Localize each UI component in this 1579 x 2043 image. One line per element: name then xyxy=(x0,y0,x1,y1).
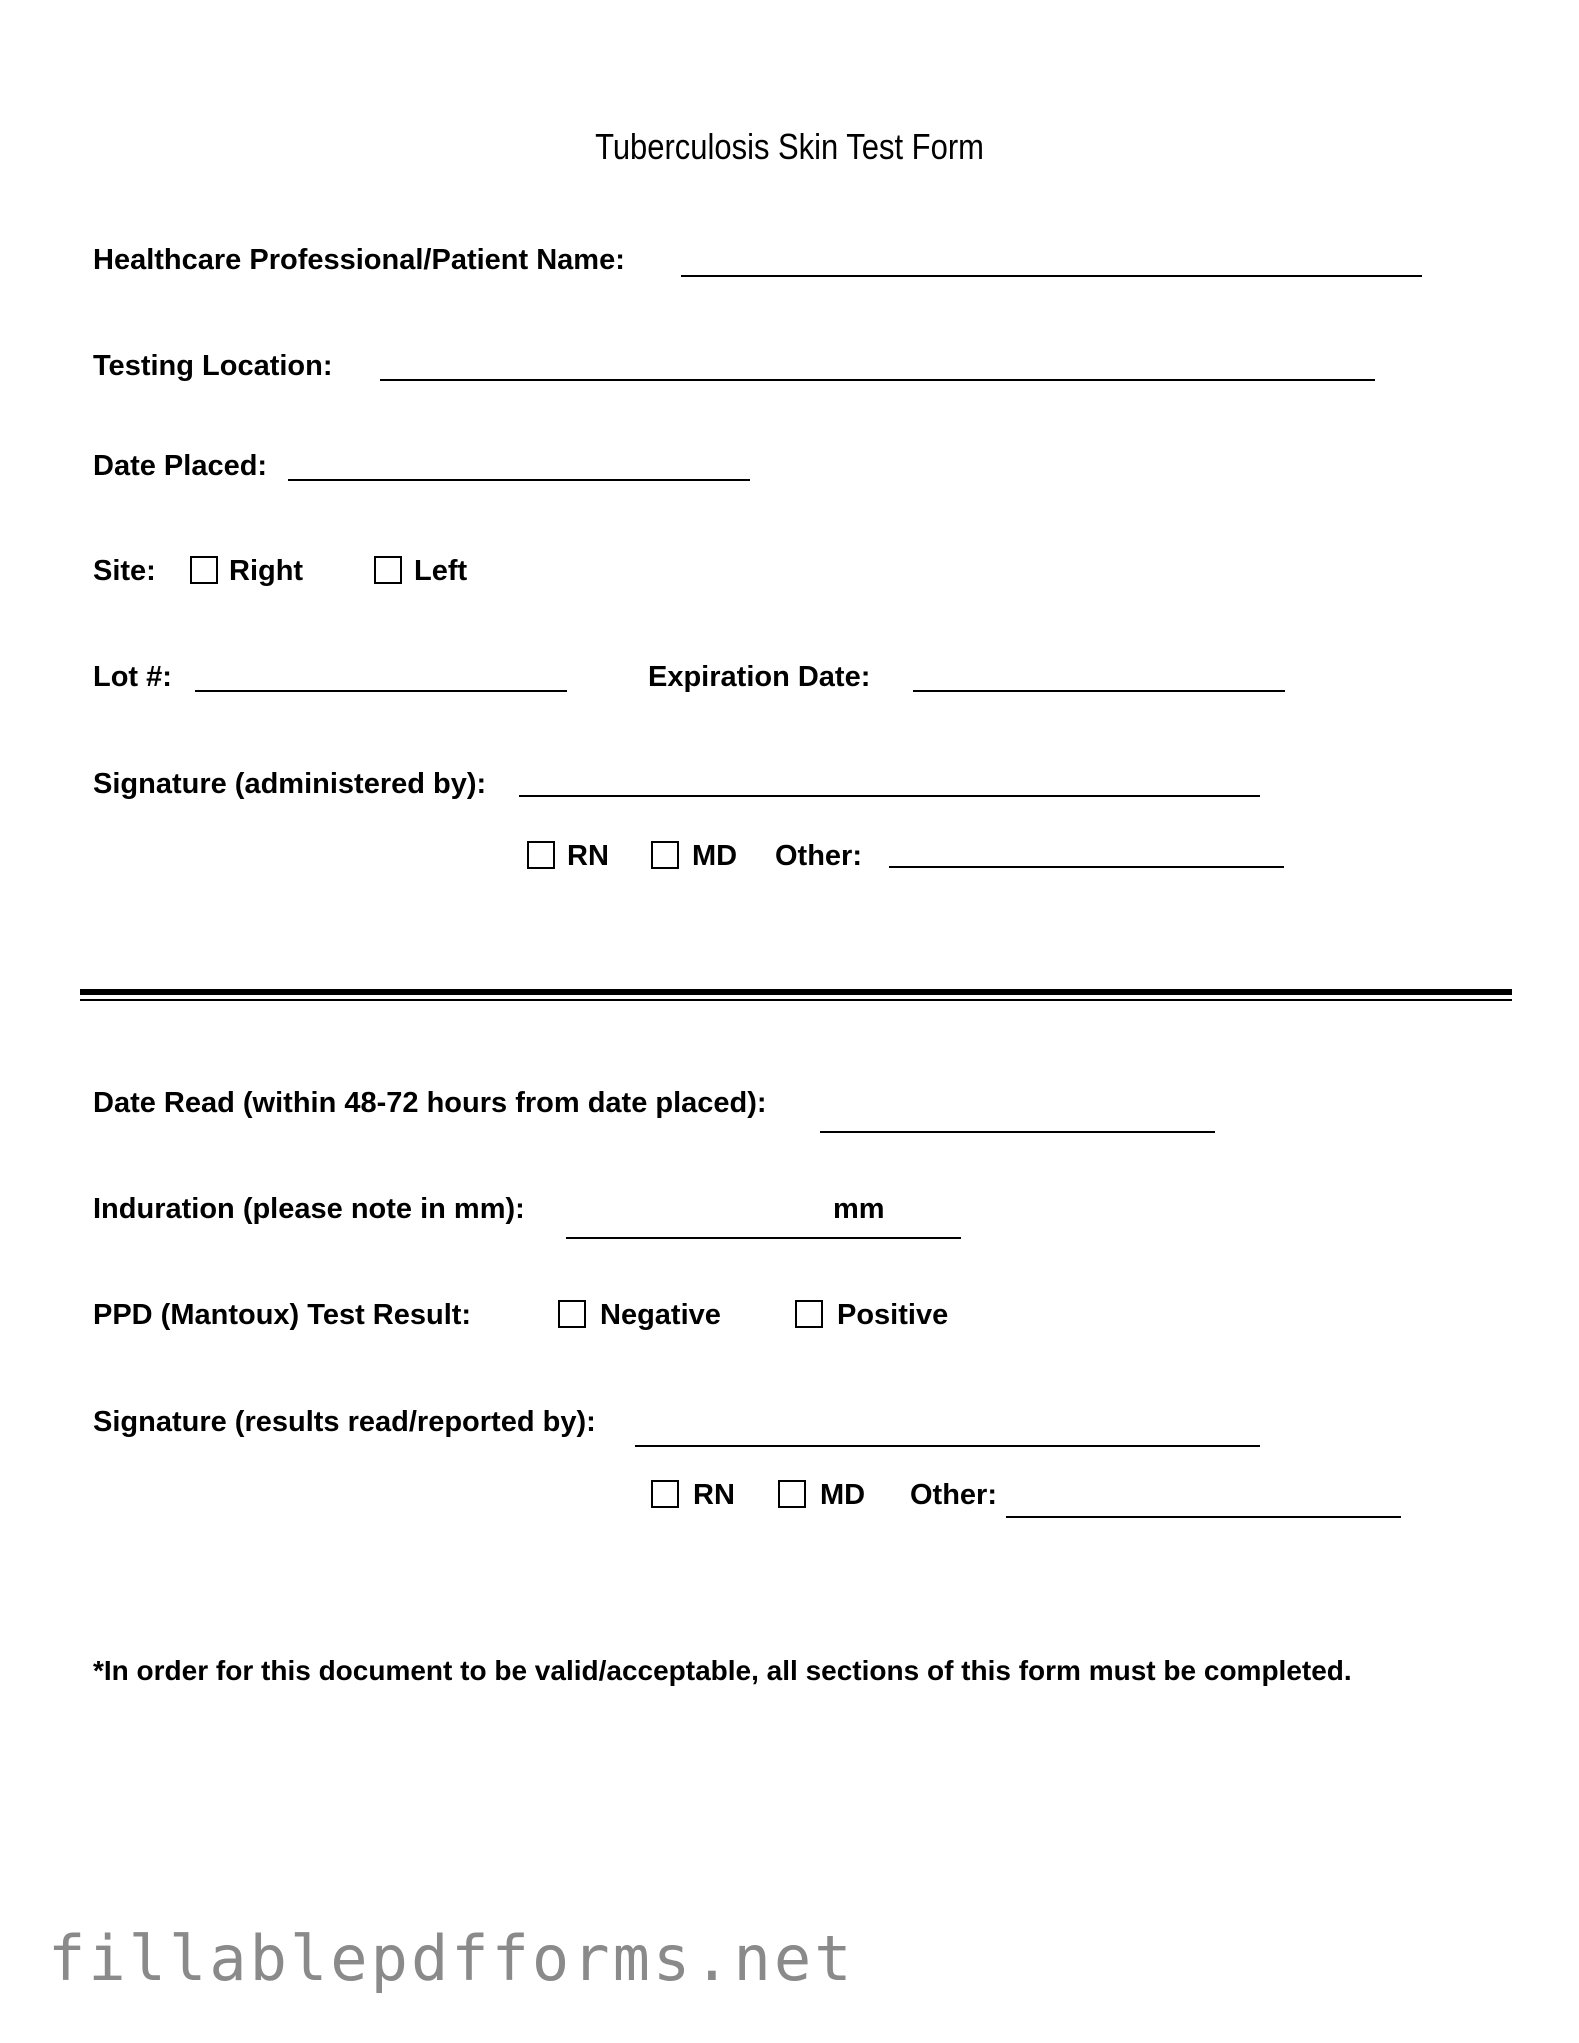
date-placed-field[interactable] xyxy=(288,479,750,481)
induration-unit: mm xyxy=(833,1193,885,1225)
negative-label: Negative xyxy=(600,1299,721,1331)
section-divider-thin xyxy=(80,999,1512,1001)
read-other-label: Other: xyxy=(910,1479,997,1511)
read-rn-label: RN xyxy=(693,1479,735,1511)
date-read-field[interactable] xyxy=(820,1131,1215,1133)
site-label: Site: xyxy=(93,555,156,587)
validity-note: *In order for this document to be valid/acceptable, all sections of this form must be completed. xyxy=(93,1655,1352,1686)
expiration-date-field[interactable] xyxy=(913,690,1285,692)
date-placed-label: Date Placed: xyxy=(93,450,268,482)
admin-md-label: MD xyxy=(692,840,738,872)
form-title: Tuberculosis Skin Test Form xyxy=(595,126,984,167)
site-left-checkbox[interactable] xyxy=(374,556,402,584)
admin-rn-label: RN xyxy=(567,840,609,872)
testing-location-field[interactable] xyxy=(380,379,1375,381)
read-md-checkbox[interactable] xyxy=(778,1480,806,1508)
signature-read-label: Signature (results read/reported by): xyxy=(93,1406,596,1438)
signature-administered-label: Signature (administered by): xyxy=(93,768,487,800)
positive-label: Positive xyxy=(837,1299,949,1331)
site-right-label: Right xyxy=(229,555,304,587)
patient-name-field[interactable] xyxy=(681,275,1422,277)
ppd-result-label: PPD (Mantoux) Test Result: xyxy=(93,1299,472,1331)
lot-field[interactable] xyxy=(195,690,567,692)
signature-read-field[interactable] xyxy=(635,1445,1260,1447)
testing-location-label: Testing Location: xyxy=(93,350,333,382)
admin-other-label: Other: xyxy=(775,840,862,872)
lot-label: Lot #: xyxy=(93,661,172,693)
site-left-label: Left xyxy=(414,555,468,587)
expiration-date-label: Expiration Date: xyxy=(648,661,871,693)
read-md-label: MD xyxy=(820,1479,866,1511)
admin-other-field[interactable] xyxy=(889,866,1284,868)
negative-checkbox[interactable] xyxy=(558,1300,586,1328)
admin-md-checkbox[interactable] xyxy=(651,841,679,869)
induration-field[interactable] xyxy=(566,1237,961,1239)
site-right-checkbox[interactable] xyxy=(190,556,218,584)
signature-administered-field[interactable] xyxy=(519,795,1260,797)
admin-rn-checkbox[interactable] xyxy=(527,841,555,869)
section-divider-thick xyxy=(80,989,1512,995)
date-read-label: Date Read (within 48-72 hours from date placed): xyxy=(93,1087,767,1119)
read-rn-checkbox[interactable] xyxy=(651,1480,679,1508)
patient-name-label: Healthcare Professional/Patient Name: xyxy=(93,244,625,276)
watermark: fillablepdfforms.net xyxy=(48,1922,855,1995)
positive-checkbox[interactable] xyxy=(795,1300,823,1328)
induration-label: Induration (please note in mm): xyxy=(93,1193,525,1225)
read-other-field[interactable] xyxy=(1006,1516,1401,1518)
